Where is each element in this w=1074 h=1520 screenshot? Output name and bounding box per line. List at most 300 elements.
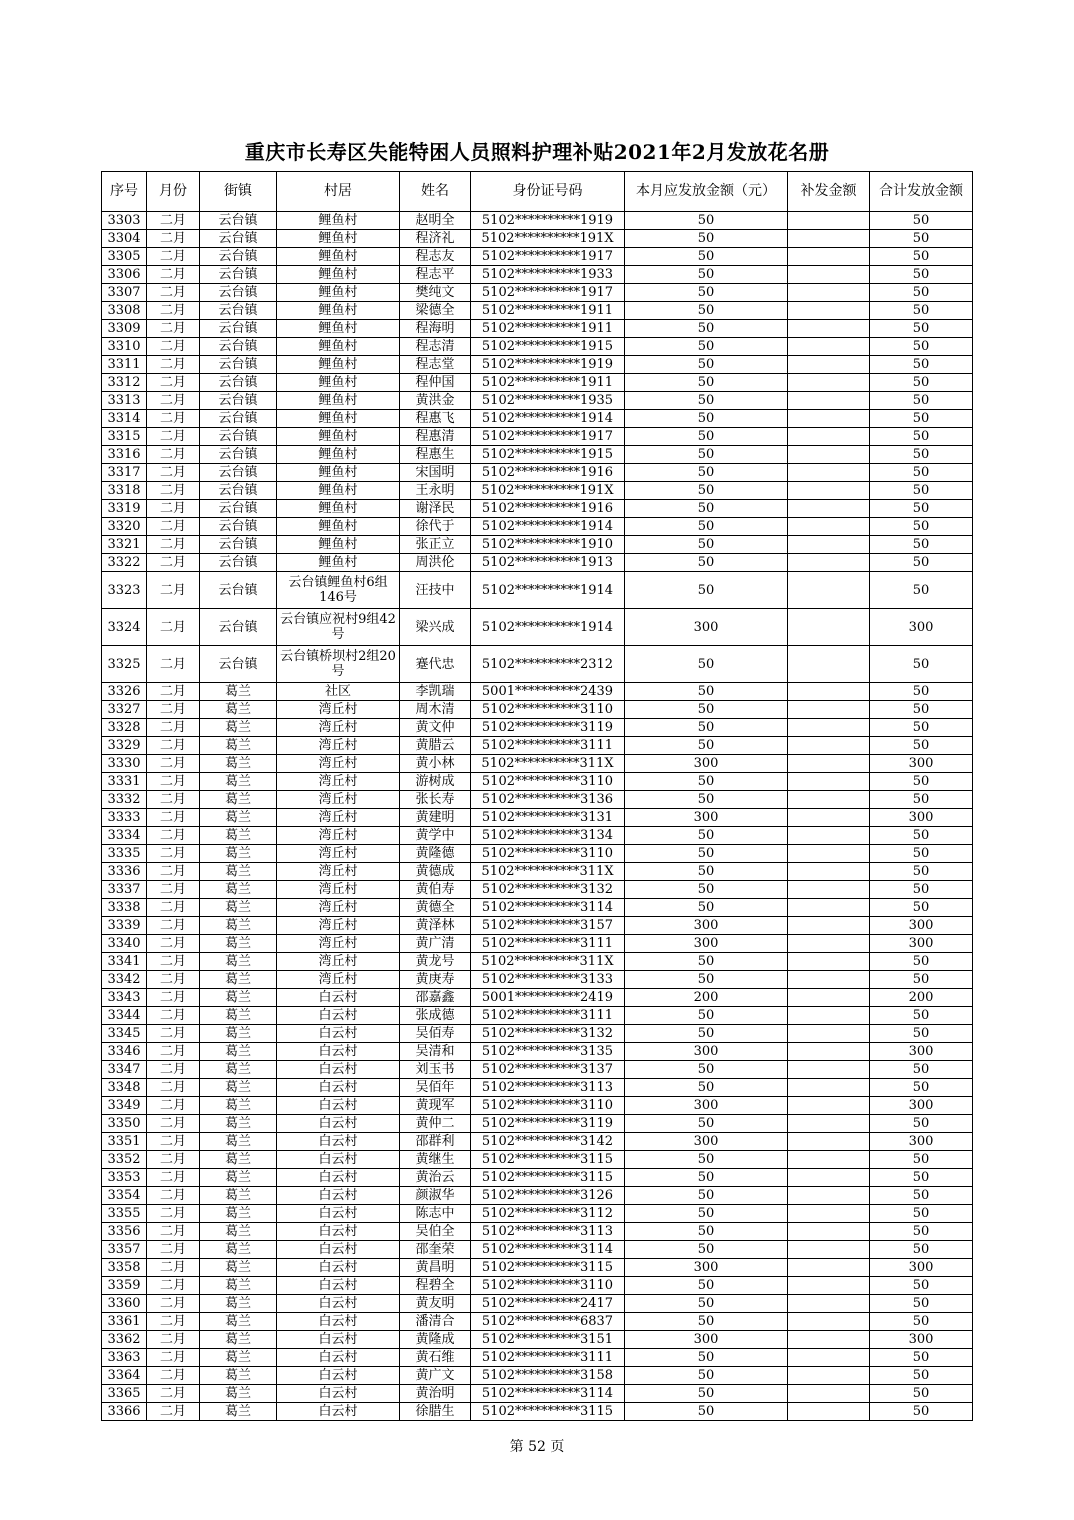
cell-town: 葛兰 (200, 953, 277, 971)
cell-village: 白云村 (277, 1295, 400, 1313)
table-row (102, 536, 973, 554)
cell-seq: 3360 (102, 1295, 147, 1313)
cell-due-amount: 50 (625, 1277, 788, 1295)
cell-total-amount: 50 (870, 320, 973, 338)
cell-seq: 3362 (102, 1331, 147, 1349)
cell-name: 王永明 (400, 482, 471, 500)
cell-id-number: 5102**********3112 (471, 1205, 625, 1223)
cell-supplement-amount (788, 845, 870, 863)
cell-total-amount: 50 (870, 428, 973, 446)
cell-month: 二月 (147, 230, 200, 248)
cell-id-number: 5102**********1919 (471, 356, 625, 374)
cell-supplement-amount (788, 410, 870, 428)
cell-seq: 3310 (102, 338, 147, 356)
table-row (102, 1385, 973, 1403)
cell-total-amount: 50 (870, 1079, 973, 1097)
table-row (102, 320, 973, 338)
cell-town: 葛兰 (200, 971, 277, 989)
cell-village: 鲤鱼村 (277, 356, 400, 374)
cell-month: 二月 (147, 1277, 200, 1295)
cell-id-number: 5102**********1917 (471, 248, 625, 266)
cell-name: 黄友明 (400, 1295, 471, 1313)
cell-village: 湾丘村 (277, 917, 400, 935)
cell-month: 二月 (147, 1115, 200, 1133)
cell-supplement-amount (788, 266, 870, 284)
cell-total-amount: 50 (870, 1223, 973, 1241)
table-row (102, 212, 973, 230)
cell-name: 黄隆德 (400, 845, 471, 863)
cell-month: 二月 (147, 827, 200, 845)
cell-due-amount: 300 (625, 1043, 788, 1061)
cell-id-number: 5102**********3114 (471, 1241, 625, 1259)
cell-town: 葛兰 (200, 1115, 277, 1133)
cell-seq: 3327 (102, 701, 147, 719)
cell-month: 二月 (147, 284, 200, 302)
cell-due-amount: 50 (625, 1367, 788, 1385)
cell-name: 吴伯全 (400, 1223, 471, 1241)
cell-month: 二月 (147, 773, 200, 791)
cell-id-number: 5102**********2417 (471, 1295, 625, 1313)
cell-supplement-amount (788, 1259, 870, 1277)
cell-due-amount: 50 (625, 1187, 788, 1205)
cell-village: 湾丘村 (277, 845, 400, 863)
cell-due-amount: 300 (625, 1331, 788, 1349)
cell-seq: 3313 (102, 392, 147, 410)
cell-name: 程惠清 (400, 428, 471, 446)
header-village: 村居 (277, 172, 400, 212)
cell-village: 湾丘村 (277, 701, 400, 719)
cell-name: 程济礼 (400, 230, 471, 248)
cell-supplement-amount (788, 899, 870, 917)
cell-month: 二月 (147, 881, 200, 899)
cell-total-amount: 50 (870, 302, 973, 320)
cell-total-amount: 50 (870, 1025, 973, 1043)
cell-name: 黄文仲 (400, 719, 471, 737)
cell-supplement-amount (788, 212, 870, 230)
cell-due-amount: 50 (625, 446, 788, 464)
cell-due-amount: 50 (625, 266, 788, 284)
cell-total-amount: 50 (870, 1295, 973, 1313)
table-row (102, 737, 973, 755)
cell-town: 云台镇 (200, 464, 277, 482)
cell-name: 黄庚寿 (400, 971, 471, 989)
table-row (102, 374, 973, 392)
cell-seq: 3318 (102, 482, 147, 500)
cell-due-amount: 50 (625, 518, 788, 536)
cell-village: 白云村 (277, 1259, 400, 1277)
cell-id-number: 5102**********3115 (471, 1169, 625, 1187)
cell-id-number: 5102**********1911 (471, 374, 625, 392)
cell-seq: 3350 (102, 1115, 147, 1133)
cell-id-number: 5102**********3114 (471, 1385, 625, 1403)
cell-village: 湾丘村 (277, 773, 400, 791)
cell-total-amount: 50 (870, 1115, 973, 1133)
cell-seq: 3329 (102, 737, 147, 755)
cell-town: 葛兰 (200, 737, 277, 755)
cell-village: 鲤鱼村 (277, 446, 400, 464)
cell-name: 黄昌明 (400, 1259, 471, 1277)
cell-town: 葛兰 (200, 845, 277, 863)
cell-town: 葛兰 (200, 683, 277, 701)
table-row (102, 1367, 973, 1385)
cell-town: 葛兰 (200, 899, 277, 917)
cell-supplement-amount (788, 773, 870, 791)
cell-seq: 3321 (102, 536, 147, 554)
cell-village: 白云村 (277, 1241, 400, 1259)
cell-id-number: 5102**********3110 (471, 701, 625, 719)
cell-total-amount: 50 (870, 500, 973, 518)
table-row (102, 646, 973, 683)
cell-town: 葛兰 (200, 1007, 277, 1025)
cell-name: 颜淑华 (400, 1187, 471, 1205)
table-row (102, 518, 973, 536)
cell-name: 程志清 (400, 338, 471, 356)
cell-town: 云台镇 (200, 428, 277, 446)
cell-due-amount: 50 (625, 791, 788, 809)
cell-due-amount: 50 (625, 1169, 788, 1187)
cell-village: 鲤鱼村 (277, 320, 400, 338)
cell-town: 云台镇 (200, 536, 277, 554)
cell-due-amount: 50 (625, 1115, 788, 1133)
table-row (102, 1331, 973, 1349)
cell-seq: 3337 (102, 881, 147, 899)
cell-village: 湾丘村 (277, 719, 400, 737)
cell-seq: 3352 (102, 1151, 147, 1169)
cell-supplement-amount (788, 863, 870, 881)
cell-seq: 3348 (102, 1079, 147, 1097)
cell-id-number: 5102**********3157 (471, 917, 625, 935)
cell-month: 二月 (147, 917, 200, 935)
cell-seq: 3315 (102, 428, 147, 446)
table-row (102, 1151, 973, 1169)
cell-town: 葛兰 (200, 863, 277, 881)
cell-id-number: 5102**********3133 (471, 971, 625, 989)
cell-village: 鲤鱼村 (277, 464, 400, 482)
table-row (102, 410, 973, 428)
cell-village: 白云村 (277, 1007, 400, 1025)
cell-town: 葛兰 (200, 1061, 277, 1079)
cell-total-amount: 50 (870, 683, 973, 701)
cell-seq: 3336 (102, 863, 147, 881)
cell-total-amount: 50 (870, 410, 973, 428)
cell-total-amount: 50 (870, 1061, 973, 1079)
cell-due-amount: 300 (625, 755, 788, 773)
table-row (102, 971, 973, 989)
cell-due-amount: 50 (625, 1241, 788, 1259)
page-title: 重庆市长寿区失能特困人员照料护理补贴2021年2月发放花名册 (244, 140, 830, 164)
cell-id-number: 5102**********1910 (471, 536, 625, 554)
cell-supplement-amount (788, 1223, 870, 1241)
cell-due-amount: 300 (625, 809, 788, 827)
cell-name: 黄石维 (400, 1349, 471, 1367)
cell-town: 葛兰 (200, 1043, 277, 1061)
cell-month: 二月 (147, 1169, 200, 1187)
cell-id-number: 5102**********1917 (471, 428, 625, 446)
cell-town: 葛兰 (200, 1403, 277, 1421)
cell-name: 蹇代忠 (400, 646, 471, 683)
table-row (102, 755, 973, 773)
cell-supplement-amount (788, 953, 870, 971)
table-row (102, 609, 973, 646)
cell-due-amount: 50 (625, 827, 788, 845)
cell-town: 葛兰 (200, 1313, 277, 1331)
cell-total-amount: 50 (870, 899, 973, 917)
cell-town: 葛兰 (200, 773, 277, 791)
table-row (102, 1169, 973, 1187)
cell-id-number: 5102**********1913 (471, 554, 625, 572)
header-total-amount: 合计发放金额 (870, 172, 973, 212)
cell-id-number: 5102**********3115 (471, 1151, 625, 1169)
cell-total-amount: 300 (870, 1133, 973, 1151)
cell-village: 鲤鱼村 (277, 248, 400, 266)
cell-name: 邵群利 (400, 1133, 471, 1151)
cell-village: 云台镇应祝村9组42号 (277, 609, 400, 646)
cell-id-number: 5102**********3119 (471, 719, 625, 737)
cell-supplement-amount (788, 464, 870, 482)
cell-village: 湾丘村 (277, 827, 400, 845)
cell-name: 梁兴成 (400, 609, 471, 646)
cell-name: 黄泽林 (400, 917, 471, 935)
cell-village: 湾丘村 (277, 935, 400, 953)
table-row (102, 302, 973, 320)
cell-id-number: 5102**********3115 (471, 1403, 625, 1421)
cell-total-amount: 300 (870, 1331, 973, 1349)
cell-month: 二月 (147, 536, 200, 554)
cell-village: 白云村 (277, 1385, 400, 1403)
cell-town: 云台镇 (200, 374, 277, 392)
cell-id-number: 5001**********2439 (471, 683, 625, 701)
cell-village: 湾丘村 (277, 953, 400, 971)
cell-seq: 3339 (102, 917, 147, 935)
cell-seq: 3359 (102, 1277, 147, 1295)
cell-id-number: 5102**********3131 (471, 809, 625, 827)
cell-name: 黄学中 (400, 827, 471, 845)
cell-supplement-amount (788, 1169, 870, 1187)
cell-supplement-amount (788, 1367, 870, 1385)
cell-village: 白云村 (277, 1223, 400, 1241)
cell-town: 葛兰 (200, 827, 277, 845)
cell-town: 葛兰 (200, 1133, 277, 1151)
cell-name: 张成德 (400, 1007, 471, 1025)
cell-seq: 3316 (102, 446, 147, 464)
cell-due-amount: 50 (625, 1079, 788, 1097)
cell-month: 二月 (147, 1043, 200, 1061)
cell-name: 吴清和 (400, 1043, 471, 1061)
cell-town: 云台镇 (200, 554, 277, 572)
cell-name: 黄广清 (400, 935, 471, 953)
table-row (102, 809, 973, 827)
cell-town: 葛兰 (200, 1223, 277, 1241)
cell-month: 二月 (147, 719, 200, 737)
cell-due-amount: 50 (625, 845, 788, 863)
cell-town: 葛兰 (200, 1187, 277, 1205)
cell-supplement-amount (788, 1061, 870, 1079)
cell-village: 鲤鱼村 (277, 338, 400, 356)
table-row (102, 1025, 973, 1043)
cell-town: 云台镇 (200, 338, 277, 356)
cell-seq: 3338 (102, 899, 147, 917)
table-row (102, 719, 973, 737)
cell-supplement-amount (788, 482, 870, 500)
cell-name: 黄广文 (400, 1367, 471, 1385)
cell-name: 游树成 (400, 773, 471, 791)
cell-seq: 3351 (102, 1133, 147, 1151)
cell-due-amount: 300 (625, 917, 788, 935)
cell-name: 黄德全 (400, 899, 471, 917)
cell-due-amount: 50 (625, 971, 788, 989)
cell-supplement-amount (788, 1151, 870, 1169)
cell-seq: 3305 (102, 248, 147, 266)
cell-seq: 3323 (102, 572, 147, 609)
cell-name: 吴佰年 (400, 1079, 471, 1097)
cell-total-amount: 50 (870, 266, 973, 284)
cell-month: 二月 (147, 1061, 200, 1079)
cell-total-amount: 50 (870, 737, 973, 755)
table-row (102, 683, 973, 701)
cell-id-number: 5102**********1915 (471, 338, 625, 356)
cell-id-number: 5102**********1933 (471, 266, 625, 284)
cell-town: 葛兰 (200, 935, 277, 953)
cell-total-amount: 50 (870, 1007, 973, 1025)
cell-due-amount: 200 (625, 989, 788, 1007)
header-due-amount: 本月应发放金额（元） (625, 172, 788, 212)
cell-id-number: 5102**********3135 (471, 1043, 625, 1061)
cell-month: 二月 (147, 302, 200, 320)
cell-total-amount: 300 (870, 809, 973, 827)
cell-total-amount: 300 (870, 755, 973, 773)
cell-month: 二月 (147, 572, 200, 609)
cell-village: 白云村 (277, 1115, 400, 1133)
cell-town: 葛兰 (200, 701, 277, 719)
cell-due-amount: 50 (625, 1295, 788, 1313)
cell-due-amount: 300 (625, 935, 788, 953)
cell-month: 二月 (147, 482, 200, 500)
table-row (102, 248, 973, 266)
cell-total-amount: 50 (870, 971, 973, 989)
cell-due-amount: 50 (625, 1313, 788, 1331)
cell-total-amount: 50 (870, 827, 973, 845)
table-row (102, 953, 973, 971)
cell-month: 二月 (147, 464, 200, 482)
cell-total-amount: 50 (870, 701, 973, 719)
cell-seq: 3328 (102, 719, 147, 737)
cell-due-amount: 50 (625, 773, 788, 791)
cell-supplement-amount (788, 392, 870, 410)
cell-village: 白云村 (277, 1151, 400, 1169)
cell-id-number: 5102**********3114 (471, 899, 625, 917)
table-row (102, 1043, 973, 1061)
cell-town: 葛兰 (200, 917, 277, 935)
cell-month: 二月 (147, 1133, 200, 1151)
table-row (102, 773, 973, 791)
cell-supplement-amount (788, 1025, 870, 1043)
cell-total-amount: 50 (870, 248, 973, 266)
header-supplement-amount: 补发金额 (788, 172, 870, 212)
cell-town: 葛兰 (200, 1295, 277, 1313)
cell-seq: 3331 (102, 773, 147, 791)
cell-seq: 3335 (102, 845, 147, 863)
cell-supplement-amount (788, 1349, 870, 1367)
cell-due-amount: 50 (625, 284, 788, 302)
cell-month: 二月 (147, 554, 200, 572)
cell-id-number: 5102**********191X (471, 230, 625, 248)
cell-name: 黄小林 (400, 755, 471, 773)
cell-month: 二月 (147, 899, 200, 917)
cell-total-amount: 50 (870, 572, 973, 609)
cell-town: 云台镇 (200, 609, 277, 646)
cell-town: 葛兰 (200, 791, 277, 809)
cell-village: 鲤鱼村 (277, 536, 400, 554)
cell-village: 白云村 (277, 1061, 400, 1079)
cell-total-amount: 300 (870, 935, 973, 953)
cell-name: 张正立 (400, 536, 471, 554)
cell-seq: 3324 (102, 609, 147, 646)
cell-supplement-amount (788, 737, 870, 755)
cell-id-number: 5102**********3158 (471, 1367, 625, 1385)
table-row (102, 356, 973, 374)
cell-seq: 3308 (102, 302, 147, 320)
table-row (102, 572, 973, 609)
cell-village: 鲤鱼村 (277, 482, 400, 500)
cell-total-amount: 50 (870, 284, 973, 302)
cell-town: 云台镇 (200, 572, 277, 609)
cell-village: 湾丘村 (277, 809, 400, 827)
cell-month: 二月 (147, 1205, 200, 1223)
cell-month: 二月 (147, 212, 200, 230)
cell-id-number: 5102**********1914 (471, 572, 625, 609)
cell-total-amount: 50 (870, 953, 973, 971)
cell-town: 云台镇 (200, 248, 277, 266)
cell-seq: 3358 (102, 1259, 147, 1277)
table-row (102, 428, 973, 446)
cell-total-amount: 300 (870, 1043, 973, 1061)
cell-month: 二月 (147, 1349, 200, 1367)
cell-seq: 3330 (102, 755, 147, 773)
cell-month: 二月 (147, 500, 200, 518)
cell-month: 二月 (147, 374, 200, 392)
cell-id-number: 5102**********3119 (471, 1115, 625, 1133)
cell-name: 黄建明 (400, 809, 471, 827)
cell-town: 葛兰 (200, 1025, 277, 1043)
cell-supplement-amount (788, 971, 870, 989)
cell-seq: 3345 (102, 1025, 147, 1043)
cell-name: 赵明全 (400, 212, 471, 230)
cell-town: 葛兰 (200, 881, 277, 899)
table-row (102, 863, 973, 881)
header-town: 街镇 (200, 172, 277, 212)
cell-name: 吴佰寿 (400, 1025, 471, 1043)
cell-town: 葛兰 (200, 1385, 277, 1403)
cell-supplement-amount (788, 609, 870, 646)
cell-supplement-amount (788, 284, 870, 302)
cell-total-amount: 50 (870, 392, 973, 410)
table-row (102, 266, 973, 284)
cell-supplement-amount (788, 554, 870, 572)
table-row (102, 1061, 973, 1079)
cell-id-number: 5102**********1914 (471, 410, 625, 428)
cell-town: 葛兰 (200, 1151, 277, 1169)
cell-name: 程志平 (400, 266, 471, 284)
cell-village: 湾丘村 (277, 755, 400, 773)
cell-village: 白云村 (277, 1403, 400, 1421)
cell-seq: 3344 (102, 1007, 147, 1025)
cell-id-number: 5102**********6837 (471, 1313, 625, 1331)
cell-village: 湾丘村 (277, 737, 400, 755)
cell-village: 鲤鱼村 (277, 302, 400, 320)
cell-supplement-amount (788, 500, 870, 518)
cell-village: 鲤鱼村 (277, 284, 400, 302)
cell-village: 鲤鱼村 (277, 392, 400, 410)
